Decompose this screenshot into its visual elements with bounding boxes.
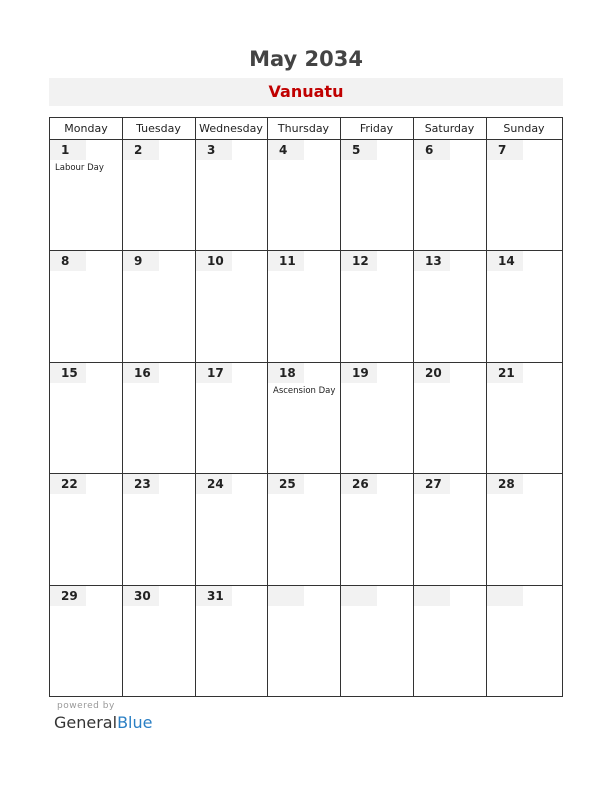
day-number: 15 <box>50 363 86 383</box>
day-number: 18 <box>268 363 304 383</box>
weekday-header-5: Saturday <box>424 122 475 135</box>
calendar-grid <box>49 117 563 697</box>
day-number: 23 <box>123 474 159 494</box>
day-cell[interactable] <box>487 474 562 584</box>
day-number: 22 <box>50 474 86 494</box>
day-cell[interactable] <box>268 140 340 250</box>
day-cell[interactable] <box>268 251 340 361</box>
day-cell[interactable] <box>414 251 486 361</box>
brand-blue: Blue <box>117 713 153 732</box>
day-number: 20 <box>414 363 450 383</box>
day-number <box>341 586 377 606</box>
day-cell[interactable] <box>196 586 267 696</box>
day-number: 2 <box>123 140 159 160</box>
day-number: 11 <box>268 251 304 271</box>
day-number: 9 <box>123 251 159 271</box>
day-cell[interactable] <box>123 251 195 361</box>
day-cell[interactable] <box>123 474 195 584</box>
day-cell[interactable] <box>341 251 413 361</box>
weekday-header-4: Friday <box>359 122 394 135</box>
weekday-header-2: Wednesday <box>199 122 263 135</box>
day-cell[interactable] <box>414 140 486 250</box>
day-cell[interactable] <box>268 363 340 473</box>
day-number: 27 <box>414 474 450 494</box>
day-number: 12 <box>341 251 377 271</box>
day-number: 10 <box>196 251 232 271</box>
day-number: 29 <box>50 586 86 606</box>
brand-logo[interactable] <box>54 713 152 732</box>
page-title: May 2034 <box>249 47 363 71</box>
day-cell[interactable] <box>341 586 413 696</box>
day-cell[interactable] <box>268 474 340 584</box>
day-number: 17 <box>196 363 232 383</box>
day-number <box>268 586 304 606</box>
day-number: 25 <box>268 474 304 494</box>
day-cell[interactable] <box>414 474 486 584</box>
day-cell[interactable] <box>50 251 122 361</box>
brand-general: General <box>54 713 118 732</box>
day-cell[interactable] <box>50 140 122 250</box>
day-number: 7 <box>487 140 523 160</box>
weekday-header-6: Sunday <box>503 122 545 135</box>
day-number <box>487 586 523 606</box>
day-cell[interactable] <box>341 474 413 584</box>
weekday-header-1: Tuesday <box>136 122 181 135</box>
day-number: 24 <box>196 474 232 494</box>
day-cell[interactable] <box>414 586 486 696</box>
day-number: 8 <box>50 251 86 271</box>
day-cell[interactable] <box>50 474 122 584</box>
weekday-header-3: Thursday <box>277 122 330 135</box>
country-name: Vanuatu <box>49 78 563 106</box>
day-cell[interactable] <box>123 586 195 696</box>
day-number: 26 <box>341 474 377 494</box>
day-number: 1 <box>50 140 86 160</box>
holiday-label: Ascension Day <box>273 385 336 396</box>
day-cell[interactable] <box>50 586 122 696</box>
weekday-header-0: Monday <box>64 122 108 135</box>
day-number: 14 <box>487 251 523 271</box>
day-cell[interactable] <box>341 140 413 250</box>
day-number: 28 <box>487 474 523 494</box>
day-cell[interactable] <box>196 474 267 584</box>
day-number: 13 <box>414 251 450 271</box>
day-cell[interactable] <box>487 140 562 250</box>
day-cell[interactable] <box>196 140 267 250</box>
day-number: 31 <box>196 586 232 606</box>
powered-by-text: powered by <box>57 701 115 711</box>
day-cell[interactable] <box>414 363 486 473</box>
day-cell[interactable] <box>50 363 122 473</box>
day-cell[interactable] <box>341 363 413 473</box>
day-number: 19 <box>341 363 377 383</box>
holiday-label: Labour Day <box>55 163 104 173</box>
day-number: 16 <box>123 363 159 383</box>
day-number: 3 <box>196 140 232 160</box>
day-cell[interactable] <box>123 140 195 250</box>
day-cell[interactable] <box>196 251 267 361</box>
day-number <box>414 586 450 606</box>
day-cell[interactable] <box>268 586 340 696</box>
day-number: 30 <box>123 586 159 606</box>
day-cell[interactable] <box>487 363 562 473</box>
day-number: 21 <box>487 363 523 383</box>
day-number: 4 <box>268 140 304 160</box>
day-number: 6 <box>414 140 450 160</box>
day-cell[interactable] <box>487 586 562 696</box>
day-cell[interactable] <box>123 363 195 473</box>
day-cell[interactable] <box>487 251 562 361</box>
day-number: 5 <box>341 140 377 160</box>
day-cell[interactable] <box>196 363 267 473</box>
